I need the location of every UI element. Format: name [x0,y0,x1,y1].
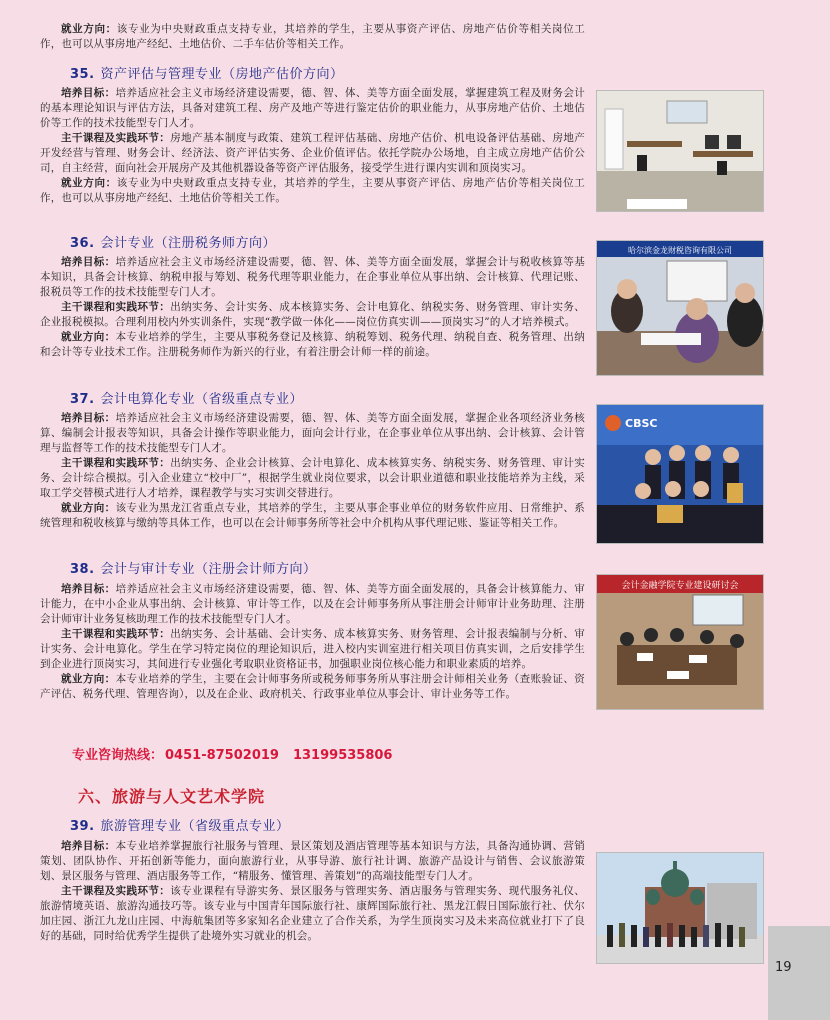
major-title: 会计电算化专业（省级重点专业） [100,392,304,407]
employment-text: 该专业为中央财政重点支持专业，其培养的学生，主要从事资产评估、房地产估价等相关岗位工作，也可以从事房地产经纪、土地估价、二手车估价等相关工作。 [40,23,585,50]
hotline-phone-1: 0451-87502019 [165,748,279,763]
major-title: 会计专业（注册税务师方向） [100,236,277,251]
job-text: 本专业培养的学生，主要在会计师事务所或税务师事务所从事注册会计师相关业务（查账验证、资产评估、税务代理、管理咨询），以及在企业、政府机关、行政事业单位从事会计、审计业务等工作。 [40,673,585,700]
award-photo [596,404,764,544]
office-photo [596,90,764,212]
major-title: 会计与审计专业（注册会计师方向） [100,562,317,577]
major-body-37 [40,411,585,531]
course-text: 该专业课程有导游实务、景区服务与管理实务、酒店服务与管理实务、现代服务礼仪、旅游情境英语、旅游沟通技巧等。该专业与中国青年国际旅行社、康辉国际旅行社、黑龙江假日国际旅行社、伏尔加庄园、浙江九龙山庄园、中海航集团等多家知名企业建立了合作关系，为学生顶岗实习及未来高位就业打下了良好的基础，同时给优秀学生提供了赴境外实习就业的机会。 [40,885,585,942]
hotline-label: 专业咨询热线： [72,748,164,763]
goal-label: 培养目标： [61,840,116,852]
job-label: 就业方向： [61,502,116,514]
job-label: 就业方向： [61,177,117,189]
major-body-39 [40,839,585,944]
goal-label: 培养目标： [61,87,116,99]
major-number: 36. [70,236,95,251]
page-number: 19 [775,960,792,975]
course-label: 主干课程及实践环节： [61,885,171,897]
goal-text: 本专业培养掌握旅行社服务与管理、景区策划及酒店管理等基本知识与方法，具备沟通协调、营销策划、团队协作、开拓创新等能力，面向旅游行业，从事导游、旅行社计调、旅游产品设计与销售、会议旅游策划、景区服务与管理、酒店服务等工作，“精服务、懂管理、善策划”的高端技能型专门人才。 [40,840,585,882]
job-label: 就业方向： [61,331,116,343]
major-heading-38 [70,558,317,577]
major-body-35 [40,86,585,206]
job-text: 该专业为中央财政重点支持专业，其培养的学生，主要从事资产评估、房地产估价等相关岗位工作，也可以从事房地产经纪、土地估价等相关工作。 [40,177,585,204]
seminar-photo [596,574,764,710]
tax-company-sign: 哈尔滨金龙财税咨询有限公司 [628,246,732,255]
goal-text: 培养适应社会主义市场经济建设需要，德、智、体、美等方面全面发展，掌握企业各项经济业务核算、编制会计报表等知识，具备会计操作等职业能力，面向会计行业，在企事业单位从事出纳、会计核算、会计管理与监督等工作的技术技能型专门人才。 [40,412,585,454]
intro-paragraph [40,22,585,52]
major-body-36 [40,255,585,360]
major-heading-35 [70,63,344,82]
goal-text: 培养适应社会主义市场经济建设需要，德、智、体、美等方面全面发展，掌握建筑工程及财务会计的基本理论知识与评估方法，具备对建筑工程、房产及地产等进行鉴定估价的职业能力，从事房地产估价、土地估价等工作的技术技能型专门人才。 [40,87,585,129]
cbsc-logo: CBSC [625,417,658,430]
cathedral-group-photo [596,852,764,964]
goal-text: 培养适应社会主义市场经济建设需要，德、智、体、美等方面全面发展的，具备会计核算能力、审计能力，在中小企业从事出纳、会计核算、审计等工作，以及在会计师事务所从事注册会计师审计业务助理、注册会计师审计业务复核助理工作的技术技能型专门人才。 [40,583,585,625]
course-label: 主干课程和实践环节： [61,301,171,313]
course-text: 房地产基本制度与政策、建筑工程评估基础、房地产估价、机电设备评估基础、房地产开发经营与管理、财务会计、经济法、资产评估实务、企业价值评估。依托学院办公场地，自主成立房地产估价公司，自主经营，面向社会开展房产及其他机器设备等资产评估服务，接受学生进行课内实训和顶岗实习。 [40,132,585,174]
major-title: 旅游管理专业（省级重点专业） [100,819,290,834]
course-text: 出纳实务、企业会计核算、会计电算化、成本核算实务、纳税实务、财务管理、审计实务、会计综合模拟。引入企业建立“校中厂”，根据学生就业岗位要求，以会计职业道德和职业技能培养为主线，采取工学交替模式进行人才培养，课程教学与实习实训交替进行。 [40,457,585,499]
hotline-phone-2: 13199535806 [292,748,393,763]
course-label: 主干课程及实践环节： [61,132,171,144]
course-text: 出纳实务、会计基础、会计实务、成本核算实务、财务管理、会计报表编制与分析、审计实务、会计电算化。学生在学习特定岗位的理论知识后，进入校内实训室进行相关项目仿真实训，之后安排学生到企业进行顶岗实习，其间进行专业强化考取职业资格证书，加强职业岗位核心能力和职业素质的培养。 [40,628,585,670]
major-number: 38. [70,562,95,577]
major-number: 37. [70,392,95,407]
goal-text: 培养适应社会主义市场经济建设需要，德、智、体、美等方面全面发展，掌握会计与税收核算等基本知识，具备会计核算、纳税申报与筹划、税务代理等职业能力，在企事业单位从事出纳、会计核算、代理记账、报税员等工作的技术技能型专门人才。 [40,256,585,298]
employment-label: 就业方向： [61,23,117,35]
major-heading-36 [70,232,276,251]
consult-hotline [72,744,406,763]
major-number: 35. [70,67,95,82]
major-heading-39 [70,815,290,834]
course-label: 主干课程和实践环节： [61,457,171,469]
course-label: 主干课程和实践环节： [61,628,171,640]
goal-label: 培养目标： [61,256,116,268]
tax-office-photo [596,240,764,376]
seminar-banner: 会计金融学院专业建设研讨会 [621,581,739,591]
major-body-38 [40,582,585,702]
job-text: 本专业培养的学生，主要从事税务登记及核算、纳税筹划、税务代理、纳税自查、税务管理、出纳和会计等专业技术工作。注册税务师作为新兴的行业，有着注册会计师一样的前途。 [40,331,585,358]
major-title: 资产评估与管理专业（房地产估价方向） [100,67,344,82]
course-text: 出纳实务、会计实务、成本核算实务、会计电算化、纳税实务、财务管理、审计实务、企业报税模拟。合理利用校内外实训条件，实现“教学做一体化——岗位仿真实训——顶岗实习”的人才培养模式。 [40,301,585,328]
major-heading-37 [70,388,303,407]
job-text: 该专业为黑龙江省重点专业，其培养的学生，主要从事企事业单位的财务软件应用、日常维护、系统管理和税收核算与缴纳等具体工作，也可以在会计师事务所等社会中介机构从事代理记账、鉴证等相关工作。 [40,502,585,529]
goal-label: 培养目标： [61,412,116,424]
job-label: 就业方向： [61,673,116,685]
section-title: 六、旅游与人文艺术学院 [78,787,266,806]
goal-label: 培养目标： [61,583,116,595]
major-number: 39. [70,819,95,834]
